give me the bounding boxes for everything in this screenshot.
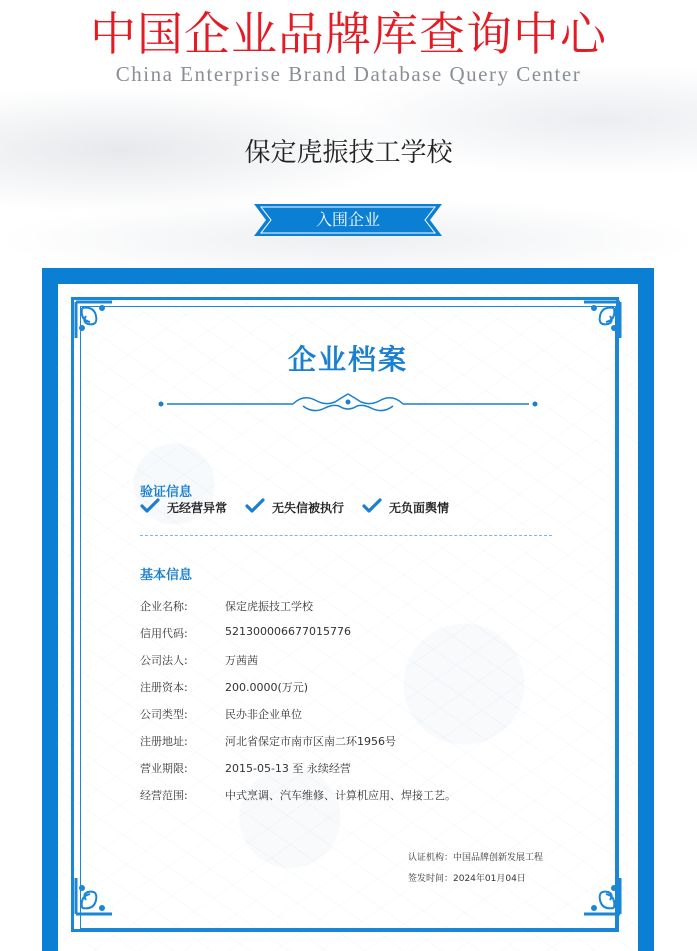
- check-icon: [362, 498, 382, 514]
- basic-info-heading: 基本信息: [140, 568, 193, 583]
- info-label: 公司法人:: [140, 654, 188, 667]
- info-label: 注册资本:: [140, 681, 188, 694]
- info-label: 经营范围:: [140, 789, 188, 802]
- info-row: [140, 625, 580, 641]
- info-row: [140, 652, 580, 668]
- info-row: [140, 733, 580, 749]
- info-value: 河北省保定市南市区南二环1956号: [225, 735, 396, 748]
- section-divider: [140, 535, 552, 536]
- divider-ornament-icon: [153, 390, 543, 418]
- info-value: 2015-05-13 至 永续经营: [225, 762, 351, 775]
- info-value: 保定虎振技工学校: [225, 600, 313, 613]
- info-row: [140, 760, 580, 776]
- certificate-border: [42, 268, 654, 951]
- check-icon: [140, 498, 160, 514]
- certificate-title: 企业档案: [287, 343, 408, 376]
- verification-list: [140, 496, 580, 518]
- info-label: 公司类型:: [140, 708, 188, 721]
- shortlisted-badge: [254, 204, 442, 236]
- site-title: 中国企业品牌库查询中心: [90, 7, 607, 61]
- site-subtitle: China Enterprise Brand Database Query Center: [115, 62, 582, 86]
- issue-date: 签发时间：2024年01月04日: [408, 874, 526, 884]
- info-label: 信用代码:: [140, 627, 188, 640]
- check-icon: [245, 498, 265, 514]
- info-value: 万茜茜: [225, 654, 258, 667]
- info-label: 注册地址:: [140, 735, 188, 748]
- verification-item-label: 无负面舆情: [389, 501, 450, 515]
- verification-item-label: 无经营异常: [167, 501, 228, 515]
- corner-ornament-icon: [72, 298, 118, 344]
- info-value: 民办非企业单位: [225, 708, 302, 721]
- info-label: 营业期限:: [140, 762, 188, 775]
- certifying-organization: 认证机构：中国品牌创新发展工程: [408, 853, 544, 863]
- company-name-heading: 保定虎振技工学校: [244, 138, 453, 168]
- info-row: [140, 679, 580, 695]
- info-value: 200.0000(万元): [225, 681, 309, 694]
- info-row: [140, 706, 580, 722]
- corner-ornament-icon: [72, 872, 118, 918]
- corner-ornament-icon: [578, 872, 624, 918]
- info-row: [140, 787, 580, 803]
- verification-heading: 验证信息: [140, 485, 193, 500]
- badge-label: 入围企业: [315, 210, 380, 229]
- certificate-paper: [58, 284, 638, 951]
- info-value: 中式烹调、汽车维修、计算机应用、焊接工艺。: [225, 789, 456, 802]
- corner-ornament-icon: [578, 298, 624, 344]
- info-value: 521300006677015776: [225, 625, 351, 638]
- info-label: 企业名称:: [140, 600, 188, 613]
- info-row: [140, 598, 580, 614]
- verification-item-label: 无失信被执行: [272, 501, 345, 515]
